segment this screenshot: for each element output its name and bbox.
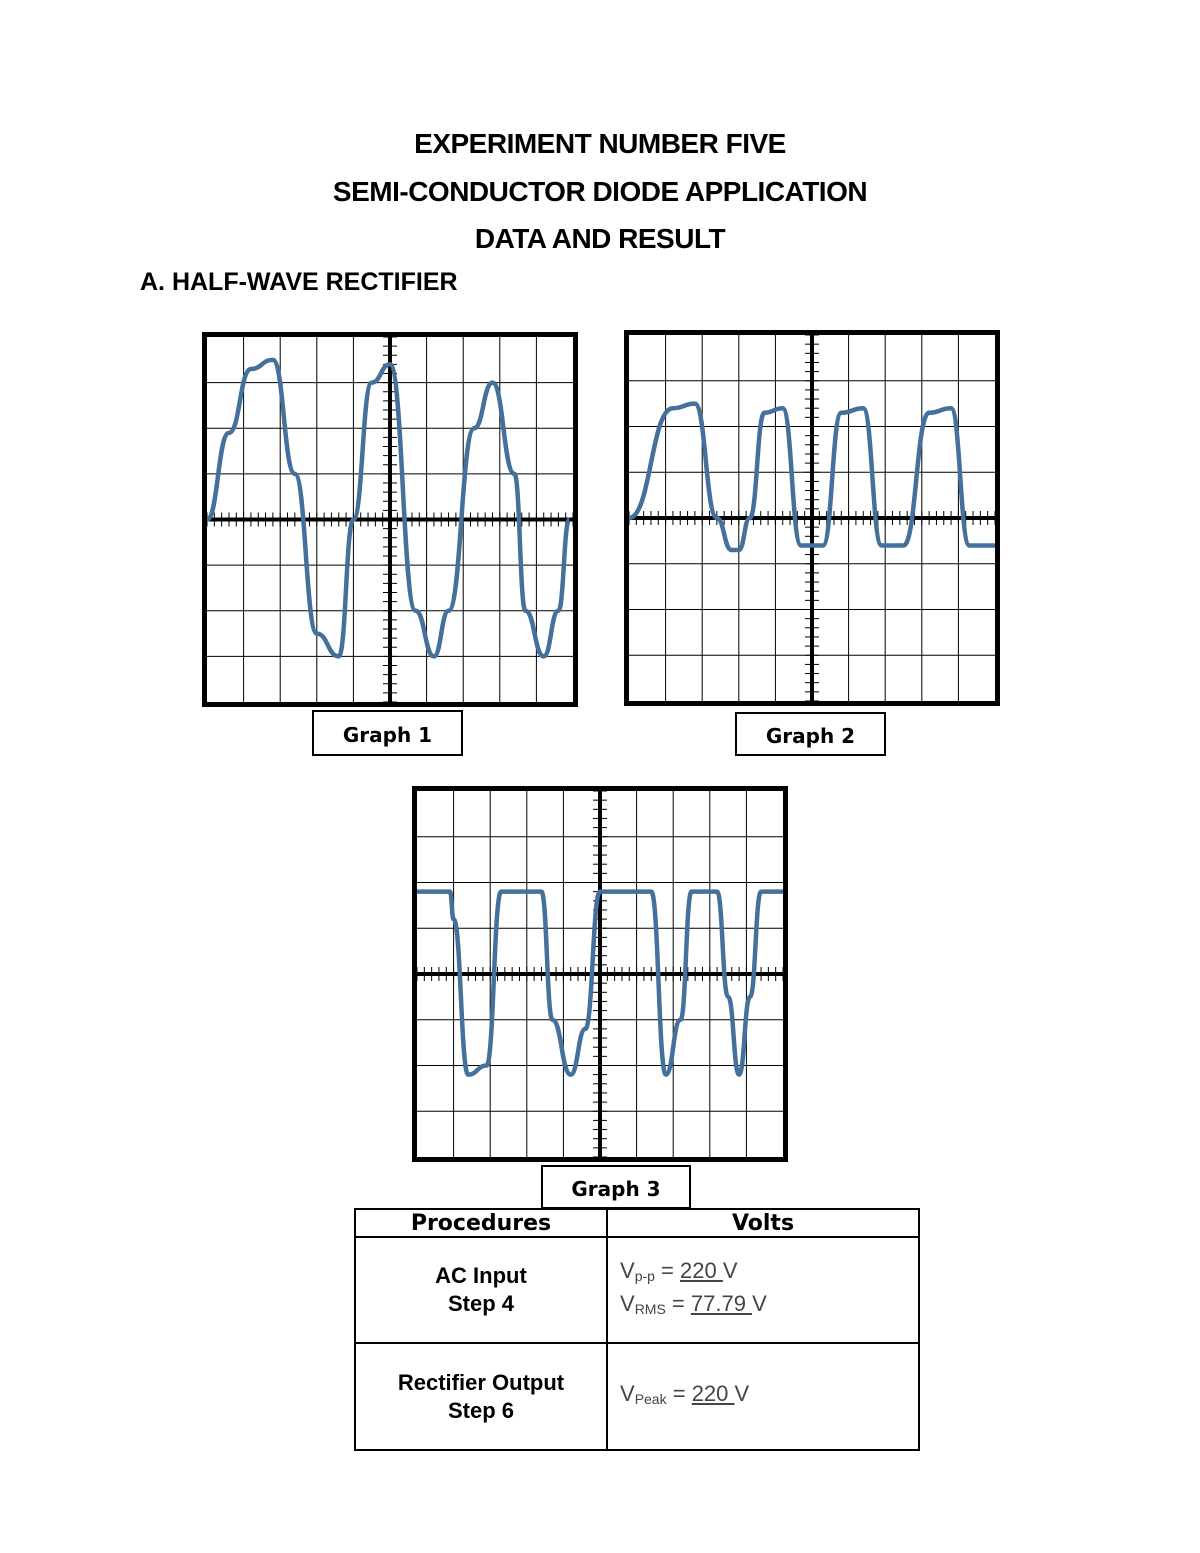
- section-heading: A. HALF-WAVE RECTIFIER: [140, 268, 458, 296]
- graph-3-scope: [412, 786, 788, 1162]
- vpp-value: $V_{p-p} = 220$ V: [620, 1258, 738, 1284]
- row-ac-input-values: [607, 1237, 919, 1343]
- graph-1-caption: Graph 1: [312, 710, 463, 756]
- procedures-table: [354, 1208, 920, 1451]
- table-row: [355, 1237, 919, 1343]
- data-result-heading: DATA AND RESULT: [474, 223, 726, 254]
- graph-2-caption: Graph 2: [735, 712, 886, 756]
- experiment-subtitle: SEMI-CONDUCTOR DIODE APPLICATION: [332, 176, 868, 207]
- row-rectifier-output-label: [355, 1343, 607, 1450]
- row-rectifier-output-values: [607, 1343, 919, 1450]
- vpeak-value: $V_{Peak} = 220$ V: [620, 1381, 750, 1407]
- header-volts: Volts: [607, 1209, 919, 1237]
- ac-input-text: AC Input: [435, 1263, 527, 1288]
- header-procedures: Procedures: [355, 1209, 607, 1237]
- grid: [629, 335, 995, 701]
- experiment-title: EXPERIMENT NUMBER FIVE: [414, 128, 786, 159]
- rectifier-output-text: Rectifier Output: [397, 1369, 565, 1395]
- graph-1-scope: [202, 332, 578, 707]
- vrms-value: $V_{RMS} = 77.79$ V: [620, 1291, 767, 1317]
- graph-2-scope: [624, 330, 1000, 706]
- table-row: [355, 1343, 919, 1450]
- graph-3-caption: Graph 3: [541, 1165, 691, 1209]
- row-ac-input-label: [355, 1237, 607, 1343]
- step-4-text: Step 4: [447, 1291, 515, 1316]
- grid: [417, 791, 783, 1157]
- step-6-text: Step 6: [447, 1397, 515, 1423]
